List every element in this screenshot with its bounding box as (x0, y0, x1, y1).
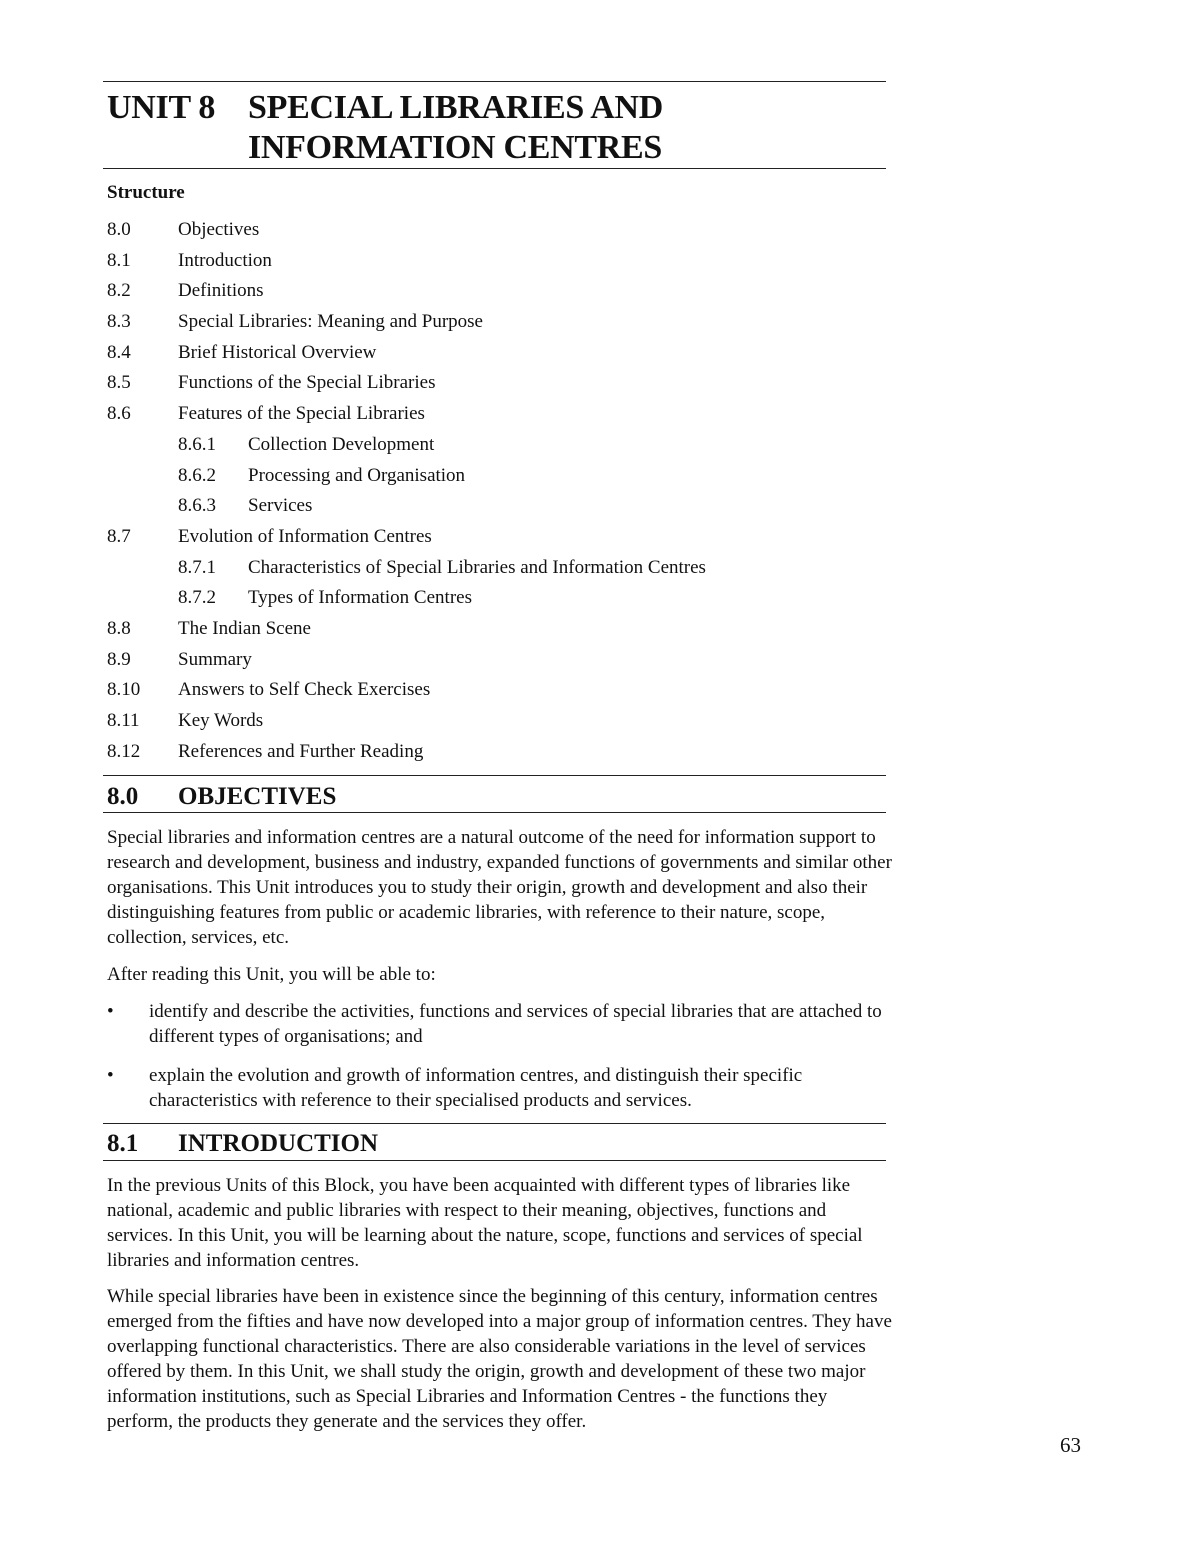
toc-label: The Indian Scene (178, 617, 311, 639)
toc-number: 8.7.1 (178, 556, 216, 578)
toc-item (107, 341, 887, 372)
toc-number: 8.10 (107, 679, 141, 701)
toc-item (107, 709, 887, 740)
toc-item (107, 218, 887, 249)
bullet-icon: • (107, 1001, 114, 1022)
objectives-lead-in: After reading this Unit, you will be able to: (107, 964, 436, 985)
toc-number: 8.7.2 (178, 587, 216, 609)
unit-title-line-1: SPECIAL LIBRARIES AND (248, 89, 664, 126)
toc-label: Brief Historical Overview (178, 341, 377, 363)
toc-label: Processing and Organisation (248, 464, 466, 486)
toc-subitem (107, 433, 887, 464)
objectives-top-rule (103, 775, 886, 776)
toc-number: 8.12 (107, 740, 141, 762)
page-number: 63 (1060, 1433, 1081, 1457)
bullet-text: identify and describe the activities, functions and services of special libraries that are attached to different types of organisations; and (149, 1001, 882, 1047)
toc-item (107, 402, 887, 433)
introduction-top-rule (103, 1123, 886, 1124)
toc-item (107, 617, 887, 648)
introduction-paragraph-2: While special libraries have been in existence since the beginning of this century, information centres emerged from the fifties and have now developed into a major group of information centres. They have overlapping functional characteristics. There are also considerable variations in the level of services offered by them. In this Unit, we shall study the origin, growth and development of these two major information institutions, such as Special Libraries and Information Centres - the functions they perform, the products they generate and the services they offer. (107, 1286, 892, 1432)
toc-item (107, 740, 887, 771)
title-bottom-rule (103, 168, 886, 169)
toc-subitem (107, 464, 887, 495)
toc-item (107, 371, 887, 402)
toc-number: 8.7 (107, 525, 131, 547)
toc-subitem (107, 556, 887, 587)
bullet-icon: • (107, 1065, 114, 1086)
toc-label: Services (248, 495, 313, 517)
toc-number: 8.3 (107, 311, 131, 333)
toc-number: 8.11 (107, 710, 140, 731)
toc-number: 8.4 (107, 341, 131, 363)
structure-label: Structure (107, 182, 185, 203)
toc-label: Objectives (178, 219, 260, 240)
toc-number: 8.6.2 (178, 464, 216, 486)
toc-label: Collection Development (248, 433, 435, 455)
toc-label: Key Words (178, 710, 264, 731)
toc-number: 8.0 (107, 219, 131, 240)
toc-number: 8.6.1 (178, 433, 216, 455)
toc-number: 8.6 (107, 403, 131, 425)
toc-label: Characteristics of Special Libraries and Information Centres (248, 556, 706, 578)
toc-number: 8.5 (107, 372, 131, 394)
toc-item (107, 310, 887, 341)
toc-number: 8.9 (107, 648, 131, 670)
introduction-bottom-rule (103, 1160, 886, 1161)
toc-label: Summary (178, 648, 252, 670)
toc-label: Definitions (178, 280, 264, 302)
toc-label: Functions of the Special Libraries (178, 372, 436, 394)
table-of-contents (107, 218, 887, 770)
toc-label: References and Further Reading (178, 740, 424, 762)
toc-label: Introduction (178, 249, 272, 271)
objectives-bottom-rule (103, 812, 886, 813)
toc-label: Features of the Special Libraries (178, 403, 425, 425)
section-number: 8.1 (107, 1130, 139, 1157)
title-top-rule (103, 81, 886, 82)
toc-label: Types of Information Centres (248, 587, 472, 609)
bullet-text: explain the evolution and growth of information centres, and distinguish their specific characteristics with reference to their specialised products and services. (149, 1065, 803, 1111)
toc-item (107, 648, 887, 679)
unit-number: UNIT 8 (107, 89, 216, 126)
toc-number: 8.6.3 (178, 495, 216, 517)
toc-label: Answers to Self Check Exercises (178, 679, 431, 701)
toc-item (107, 249, 887, 280)
toc-item (107, 678, 887, 709)
toc-label: Evolution of Information Centres (178, 525, 432, 547)
introduction-paragraph-1: In the previous Units of this Block, you have been acquainted with different types of libraries like national, academic and public libraries with respect to their meaning, objectives, functions and services. In this Unit, you will be learning about the nature, scope, functions and services of special libraries and information centres. (107, 1175, 863, 1271)
section-number: 8.0 (107, 783, 139, 810)
unit-title-line-2: INFORMATION CENTRES (248, 129, 662, 166)
section-title: INTRODUCTION (178, 1130, 379, 1157)
toc-label: Special Libraries: Meaning and Purpose (178, 311, 483, 333)
section-title: OBJECTIVES (178, 783, 337, 810)
objectives-paragraph: Special libraries and information centres are a natural outcome of the need for information support to research and development, business and industry, expanded functions of governments and similar other organisations. This Unit introduces you to study their origin, growth and development and also their distinguishing features from public or academic libraries, with reference to their nature, scope, collection, services, etc. (107, 827, 892, 948)
toc-number: 8.1 (107, 249, 131, 271)
toc-number: 8.8 (107, 617, 131, 639)
toc-item (107, 279, 887, 310)
toc-subitem (107, 586, 887, 617)
toc-subitem (107, 494, 887, 525)
toc-number: 8.2 (107, 280, 131, 302)
toc-item (107, 525, 887, 556)
